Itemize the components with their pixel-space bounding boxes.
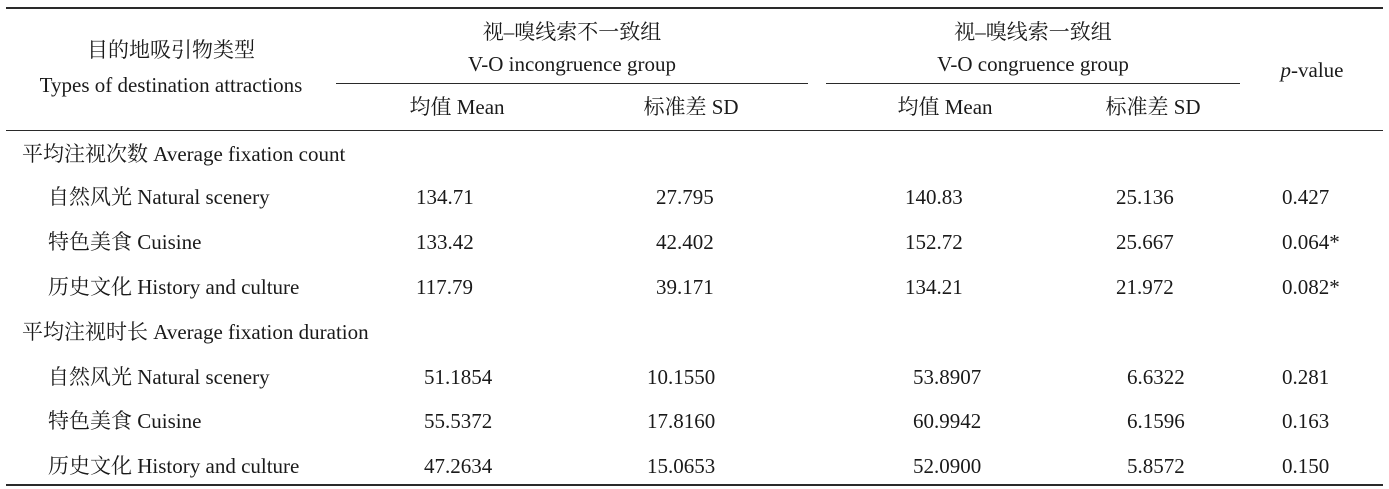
cell-a-mean: 55.5372: [424, 409, 493, 433]
group-a-underline: [336, 83, 808, 84]
group-b-header-zh: 视–嗅线索一致组: [954, 20, 1112, 44]
col1-header-zh: 目的地吸引物类型: [87, 38, 255, 62]
group-b-header-en: V-O congruence group: [937, 52, 1129, 76]
cell-b-sd: 5.8572: [1127, 454, 1185, 478]
row-label: 特色美食 Cuisine: [48, 409, 202, 433]
bottom-rule: [6, 484, 1383, 486]
header-rule: [6, 130, 1383, 131]
cell-b-sd: 6.1596: [1127, 409, 1185, 433]
cell-p: 0.281: [1282, 365, 1330, 389]
row-label: 历史文化 History and culture: [48, 454, 300, 478]
cell-p: 0.082*: [1282, 275, 1340, 299]
cell-b-mean: 52.0900: [913, 454, 982, 478]
cell-b-sd: 25.667: [1116, 230, 1174, 254]
cell-b-sd: 21.972: [1116, 275, 1174, 299]
row-label: 自然风光 Natural scenery: [48, 365, 270, 389]
cell-a-mean: 133.42: [416, 230, 474, 254]
group-b-sd-header: 标准差 SD: [1105, 95, 1201, 119]
group-a-header-zh: 视–嗅线索不一致组: [482, 20, 662, 44]
cell-a-mean: 47.2634: [424, 454, 493, 478]
cell-a-sd: 10.1550: [647, 365, 716, 389]
cell-a-sd: 17.8160: [647, 409, 716, 433]
cell-p: 0.163: [1282, 409, 1330, 433]
group-b-underline: [826, 83, 1240, 84]
cell-b-sd: 6.6322: [1127, 365, 1185, 389]
row-label: 历史文化 History and culture: [48, 275, 300, 299]
pvalue-header: p-value: [1280, 58, 1344, 82]
cell-b-sd: 25.136: [1116, 185, 1174, 209]
top-rule: [6, 7, 1383, 9]
group-a-mean-header: 均值 Mean: [409, 95, 505, 119]
cell-a-mean: 51.1854: [424, 365, 493, 389]
cell-b-mean: 53.8907: [913, 365, 982, 389]
cell-a-sd: 39.171: [656, 275, 714, 299]
row-label: 特色美食 Cuisine: [48, 230, 202, 254]
col1-header-en: Types of destination attractions: [39, 73, 303, 97]
section-title: 平均注视时长 Average fixation duration: [22, 320, 369, 344]
group-a-sd-header: 标准差 SD: [643, 95, 739, 119]
cell-b-mean: 152.72: [905, 230, 963, 254]
cell-a-mean: 117.79: [416, 275, 473, 299]
cell-b-mean: 60.9942: [913, 409, 982, 433]
cell-b-mean: 140.83: [905, 185, 963, 209]
section-title: 平均注视次数 Average fixation count: [22, 142, 346, 166]
cell-a-sd: 27.795: [656, 185, 714, 209]
cell-p: 0.150: [1282, 454, 1330, 478]
cell-b-mean: 134.21: [905, 275, 963, 299]
cell-a-mean: 134.71: [416, 185, 474, 209]
group-b-mean-header: 均值 Mean: [897, 95, 993, 119]
cell-p: 0.427: [1282, 185, 1330, 209]
group-a-header-en: V-O incongruence group: [467, 52, 677, 76]
cell-p: 0.064*: [1282, 230, 1340, 254]
cell-a-sd: 15.0653: [647, 454, 716, 478]
cell-a-sd: 42.402: [656, 230, 714, 254]
row-label: 自然风光 Natural scenery: [48, 185, 270, 209]
